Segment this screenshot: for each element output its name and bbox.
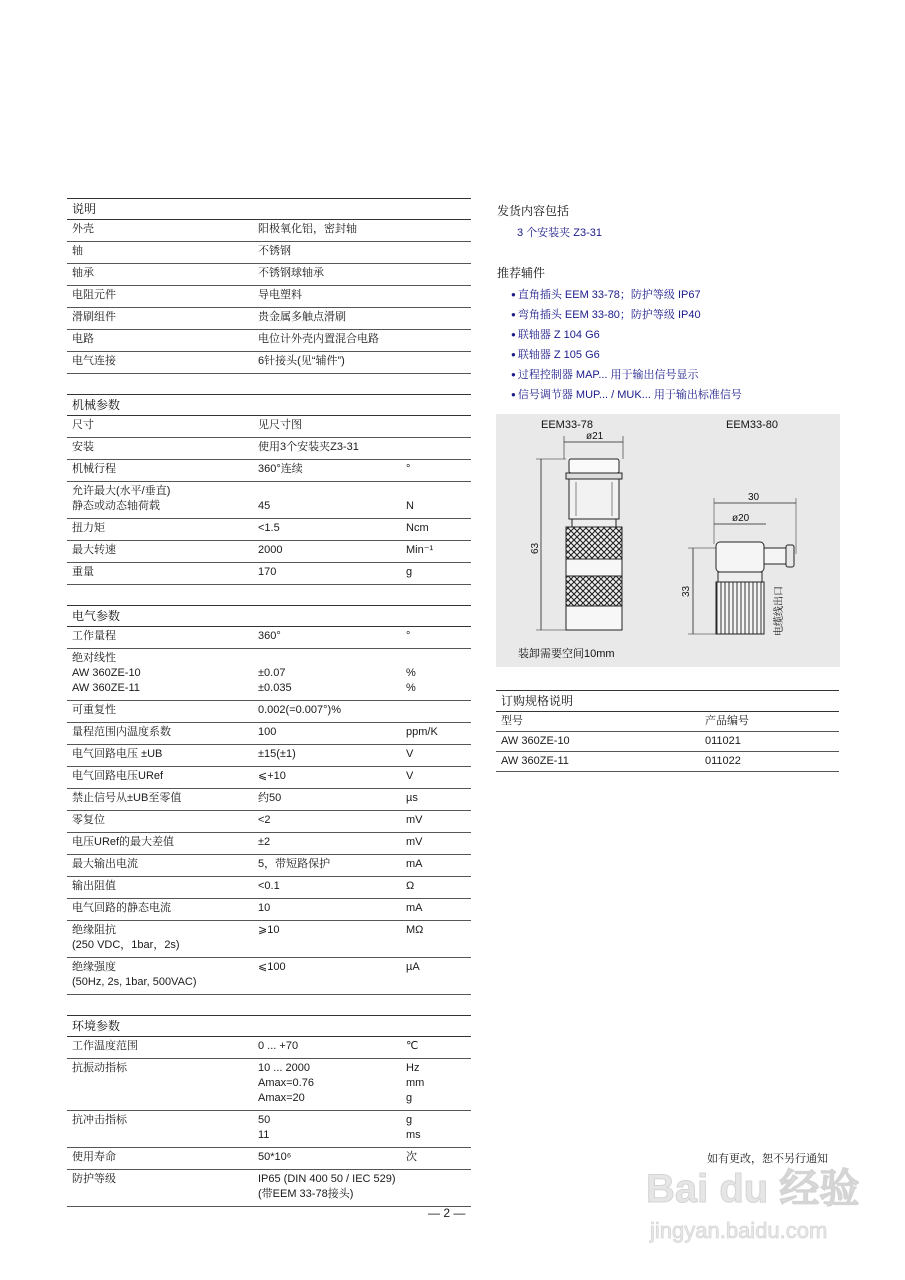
spec-row — [67, 1111, 471, 1148]
spec-value: 10 — [258, 902, 271, 914]
spec-label: 可重复性 — [72, 704, 116, 716]
watermark-logo: Bai du 经验 — [646, 1167, 860, 1211]
header-model: 型号 — [501, 715, 523, 727]
spec-label: 最大转速 — [72, 544, 116, 556]
dim-d20: ø20 — [732, 513, 750, 524]
spec-value: 6针接头(见“辅件”) — [258, 355, 345, 367]
spec-label: 输出阻值 — [72, 880, 116, 892]
accessory-item: ● 过程控制器 MAP... 用于输出信号显示 — [511, 365, 742, 385]
accessory-item: ● 联轴器 Z 104 G6 — [511, 325, 742, 345]
spec-unit: Ω — [406, 880, 415, 892]
shipping-item: 3 个安装夹 Z3-31 — [517, 227, 602, 239]
spec-label: 扭力矩 — [72, 522, 105, 534]
spec-label: 机械行程 — [72, 463, 116, 475]
spec-label: 工作温度范围 — [72, 1040, 138, 1052]
spec-row — [67, 627, 471, 649]
spec-row — [67, 482, 471, 519]
spec-row — [67, 1059, 471, 1111]
spec-value: IP65 (DIN 400 50 / IEC 529) (带EEM 33-78接头) — [258, 1173, 396, 1200]
accessories-title: 推荐辅件 — [497, 266, 546, 280]
spec-label: 电气连接 — [72, 355, 116, 367]
label-eem33-78: EEM33-78 — [541, 419, 593, 431]
spec-unit: N — [406, 500, 414, 512]
accessories-list — [497, 285, 742, 405]
spec-label: 电阻元件 — [72, 289, 116, 301]
spec-row — [67, 308, 471, 330]
spec-value: 不锈钢球轴承 — [258, 267, 324, 279]
spec-unit: g — [406, 566, 413, 578]
spec-row — [67, 242, 471, 264]
spec-row — [67, 563, 471, 585]
spec-value: ⩽100 — [258, 961, 286, 973]
spec-value: ⩾10 — [258, 924, 280, 936]
spec-row — [67, 833, 471, 855]
accessory-item: ● 弯角插头 EEM 33-80；防护等级 IP40 — [511, 305, 742, 325]
spec-label: 电气回路电压 ±UB — [72, 748, 163, 760]
spec-unit: V — [406, 748, 414, 760]
spec-unit: mV — [406, 814, 423, 826]
spec-row — [67, 745, 471, 767]
spec-unit: 次 — [406, 1151, 417, 1163]
connector-drawing — [496, 414, 840, 667]
spec-row — [67, 877, 471, 899]
dim-d21: ø21 — [586, 431, 604, 442]
spec-value: 电位计外壳内置混合电路 — [258, 333, 379, 345]
spec-unit: mA — [406, 902, 423, 914]
spec-value: ±15(±1) — [258, 748, 296, 760]
section-title: 电气参数 — [67, 606, 471, 627]
spec-value: 0 ... +70 — [258, 1040, 299, 1052]
spec-row — [67, 460, 471, 482]
spec-row — [67, 789, 471, 811]
spec-value: 贵金属多触点滑刷 — [258, 311, 346, 323]
spec-row — [67, 264, 471, 286]
spec-label: 电气回路的静态电流 — [72, 902, 171, 914]
accessories-block — [497, 264, 742, 405]
section-mechanical — [67, 394, 471, 585]
spec-value: ⩽+10 — [258, 770, 286, 782]
spec-label: 安装 — [72, 441, 94, 453]
spec-label: 工作量程 — [72, 630, 116, 642]
spec-value: 10 ... 2000 Amax=0.76 Amax=20 — [258, 1062, 314, 1104]
label-eem33-80: EEM33-80 — [726, 419, 778, 431]
spec-unit: Hz mm g — [406, 1062, 425, 1104]
spec-unit: ° — [406, 463, 411, 475]
spec-row — [67, 701, 471, 723]
spec-label: 禁止信号从±UB至零值 — [72, 792, 182, 804]
spec-row — [67, 767, 471, 789]
ordering-model: AW 360ZE-11 — [501, 755, 569, 767]
ordering-header-row — [496, 712, 839, 732]
spec-label: 电气回路电压URef — [72, 770, 164, 782]
page-number: — 2 — — [428, 1206, 466, 1220]
spec-row — [67, 855, 471, 877]
spec-label: 防护等级 — [72, 1173, 116, 1185]
section-environment — [67, 1015, 471, 1207]
spec-label: 轴承 — [72, 267, 94, 279]
spec-label: 抗冲击指标 — [72, 1114, 127, 1126]
spec-row — [67, 352, 471, 374]
spec-value: 100 — [258, 726, 277, 738]
spec-value: 不锈钢 — [258, 245, 291, 257]
spec-label: 抗振动指标 — [72, 1062, 127, 1074]
watermark — [640, 1160, 870, 1250]
spec-row — [67, 1148, 471, 1170]
dim-33: 33 — [681, 585, 692, 597]
watermark-url: jingyan.baidu.com — [650, 1218, 828, 1243]
spec-row — [67, 1170, 471, 1207]
spec-row — [67, 649, 471, 701]
spec-row — [67, 723, 471, 745]
connector-angled — [681, 492, 796, 636]
spec-value: 阳极氧化铝，密封轴 — [258, 223, 357, 235]
drawing-caption: 装卸需要空间10mm — [518, 648, 615, 660]
ordering-title: 订购规格说明 — [496, 691, 839, 712]
section-title: 机械参数 — [67, 395, 471, 416]
spec-label: 绝缘强度 (50Hz, 2s, 1bar, 500VAC) — [72, 961, 197, 988]
spec-value: 360°连续 — [258, 463, 303, 475]
spec-row — [67, 958, 471, 995]
spec-row — [67, 811, 471, 833]
spec-value: 360° — [258, 630, 281, 642]
spec-unit: ° — [406, 630, 411, 642]
accessory-item: ● 信号调节器 MUP... / MUK... 用于输出标准信号 — [511, 385, 742, 405]
ordering-code: 011022 — [705, 755, 741, 767]
spec-label: 轴 — [72, 245, 83, 257]
header-code: 产品编号 — [705, 715, 749, 727]
section-title: 环境参数 — [67, 1016, 471, 1037]
spec-row — [67, 330, 471, 352]
ordering-code: 011021 — [705, 735, 741, 747]
spec-value: 5，带短路保护 — [258, 858, 331, 870]
spec-value: 导电塑料 — [258, 289, 302, 301]
spec-unit: V — [406, 770, 414, 782]
spec-value: ±0.07 ±0.035 — [258, 667, 292, 694]
ordering-row — [496, 732, 839, 752]
spec-unit: µs — [406, 792, 418, 804]
spec-value: 使用3个安装夹Z3-31 — [258, 441, 359, 453]
spec-value: 2000 — [258, 544, 283, 556]
shipping-block — [497, 202, 602, 240]
accessory-item: ● 直角插头 EEM 33-78；防护等级 IP67 — [511, 285, 742, 305]
accessory-item: ● 联轴器 Z 105 G6 — [511, 345, 742, 365]
connector-straight — [530, 431, 623, 630]
ordering-row — [496, 752, 839, 772]
spec-label: 滑刷组件 — [72, 311, 116, 323]
spec-value: <1.5 — [258, 522, 280, 534]
spec-value: <0.1 — [258, 880, 280, 892]
spec-label: 允许最大(水平/垂直) 静态或动态轴荷载 — [72, 485, 171, 512]
ordering-model: AW 360ZE-10 — [501, 735, 570, 747]
section-title: 说明 — [67, 199, 471, 220]
spec-label: 绝缘阻抗 (250 VDC，1bar，2s) — [72, 924, 180, 951]
spec-row — [67, 541, 471, 563]
spec-label: 零复位 — [72, 814, 105, 826]
ordering-table — [496, 690, 839, 772]
spec-label: 量程范围内温度系数 — [72, 726, 171, 738]
section-electrical — [67, 605, 471, 995]
spec-label: 尺寸 — [72, 419, 94, 431]
spec-value: 170 — [258, 566, 277, 578]
spec-unit: mA — [406, 858, 423, 870]
spec-value: 50 11 — [258, 1114, 271, 1141]
spec-row — [67, 921, 471, 958]
spec-row — [67, 519, 471, 541]
spec-unit: Ncm — [406, 522, 429, 534]
spec-unit: % % — [406, 667, 416, 694]
spec-label: 最大输出电流 — [72, 858, 138, 870]
spec-unit: g ms — [406, 1114, 421, 1141]
spec-label: 电压URef的最大差值 — [72, 836, 175, 848]
spec-row — [67, 416, 471, 438]
spec-unit: ppm/K — [406, 726, 438, 738]
spec-tables — [67, 198, 471, 1207]
spec-unit: µA — [406, 961, 420, 973]
spec-value: 0.002(=0.007°)% — [258, 704, 341, 716]
spec-unit: MΩ — [406, 924, 424, 936]
spec-value: 45 — [258, 500, 271, 512]
spec-value: 约50 — [258, 792, 282, 804]
spec-unit: mV — [406, 836, 423, 848]
dim-30: 30 — [748, 492, 760, 503]
spec-label: 使用寿命 — [72, 1151, 116, 1163]
spec-value: 见尺寸图 — [258, 419, 302, 431]
spec-unit: Min⁻¹ — [406, 544, 434, 556]
shipping-title: 发货内容包括 — [497, 204, 570, 218]
cable-exit-label: 电缆线出口 — [774, 586, 785, 636]
spec-label: 电路 — [72, 333, 94, 345]
drawing-svg — [496, 414, 840, 667]
change-notice: 如有更改，恕不另行通知 — [707, 1153, 828, 1165]
spec-label: 绝对线性 AW 360ZE-10 AW 360ZE-11 — [72, 652, 141, 694]
spec-row — [67, 286, 471, 308]
spec-row — [67, 899, 471, 921]
spec-row — [67, 438, 471, 460]
spec-unit: ℃ — [406, 1040, 419, 1052]
spec-value: <2 — [258, 814, 271, 826]
spec-value: 50*10⁶ — [258, 1151, 292, 1163]
spec-label: 外壳 — [72, 223, 94, 235]
spec-value: ±2 — [258, 836, 271, 848]
spec-row — [67, 220, 471, 242]
spec-label: 重量 — [72, 566, 94, 578]
dim-63: 63 — [530, 542, 541, 554]
spec-row — [67, 1037, 471, 1059]
section-description — [67, 198, 471, 374]
